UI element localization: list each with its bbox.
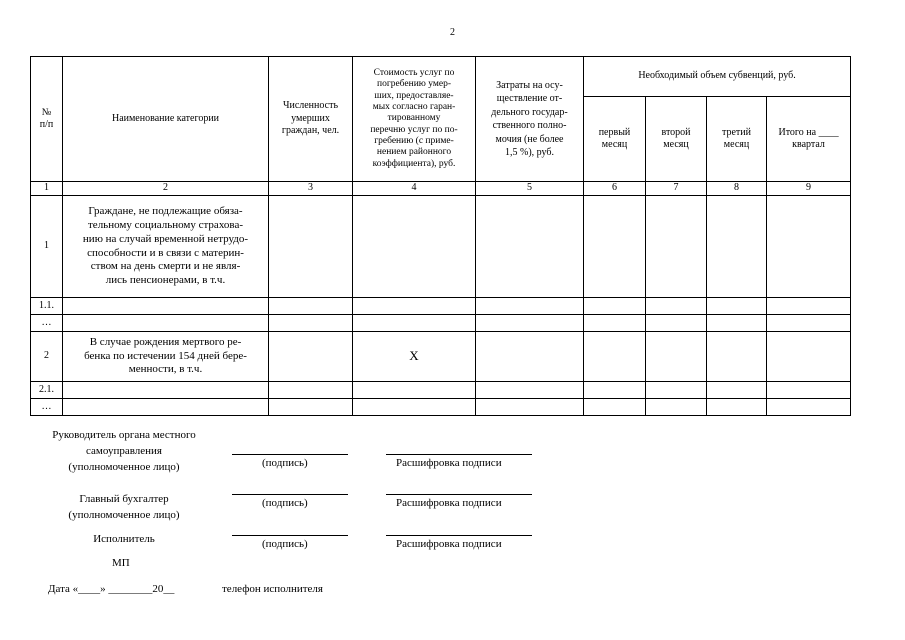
column-number: 3: [269, 182, 353, 196]
header-category: Наименование категории: [63, 57, 269, 182]
row-number: 1.1.: [31, 298, 63, 315]
column-number: 9: [767, 182, 851, 196]
signature-caption: (подпись): [262, 497, 308, 509]
column-number: 8: [707, 182, 767, 196]
header-subsidies: Необходимый объем субвенций, руб.: [584, 57, 851, 97]
column-number: 2: [63, 182, 269, 196]
date-line: Дата «____» ________20__: [48, 583, 175, 595]
signature-line: [232, 494, 348, 495]
column-number: 5: [476, 182, 584, 196]
header-month3: третий месяц: [707, 97, 767, 182]
executor-label: Исполнитель: [93, 533, 155, 545]
header-total: Итого на ____ квартал: [767, 97, 851, 182]
decryption-caption: Расшифровка подписи: [396, 457, 502, 469]
row-category: В случае рождения мертвого ре- бенка по истечении 154 дней бере- менности, в т.ч.: [63, 332, 269, 382]
header-num: № п/п: [31, 57, 63, 182]
decryption-caption: Расшифровка подписи: [396, 538, 502, 550]
header-delivery-costs: Затраты на осу- ществление от- дельного государ- ственного полно- мочия (не более 1,5 %), руб.: [476, 57, 584, 182]
not-applicable-mark: Х: [353, 332, 476, 382]
phone-label: телефон исполнителя: [222, 583, 323, 595]
decryption-line: [386, 535, 532, 536]
signature-caption: (подпись): [262, 457, 308, 469]
column-number: 7: [646, 182, 707, 196]
head-label: Руководитель органа местного самоуправления (уполномоченное лицо): [52, 429, 196, 473]
column-number: 4: [353, 182, 476, 196]
header-month1: первый месяц: [584, 97, 646, 182]
signature-line: [232, 454, 348, 455]
decryption-caption: Расшифровка подписи: [396, 497, 502, 509]
row-category: Граждане, не подлежащие обяза- тельному социальному страхова- нию на случай временной нетрудо- способности и в связи с материн- ством на день смерти и не явля- лись пенсионерами, в т.ч.: [63, 196, 269, 298]
accountant-label: Главный бухгалтер (уполномоченное лицо): [68, 493, 180, 521]
row-number: …: [31, 315, 63, 332]
decryption-line: [386, 454, 532, 455]
stamp-placeholder: МП: [112, 557, 130, 569]
decryption-line: [386, 494, 532, 495]
column-number: 6: [584, 182, 646, 196]
header-service-cost: Стоимость услуг по погребению умер- ших, предоставляе- мых согласно гаран- тированному перечню услуг по по- гребению (с приме- нением районного коэффициента), руб.: [353, 57, 476, 182]
row-number: 1: [31, 196, 63, 298]
signature-caption: (подпись): [262, 538, 308, 550]
page-number: 2: [450, 27, 455, 38]
row-number: 2: [31, 332, 63, 382]
header-month2: второй месяц: [646, 97, 707, 182]
header-deceased-count: Численность умерших граждан, чел.: [269, 57, 353, 182]
signature-line: [232, 535, 348, 536]
row-number: …: [31, 399, 63, 416]
row-number: 2.1.: [31, 382, 63, 399]
column-number: 1: [31, 182, 63, 196]
